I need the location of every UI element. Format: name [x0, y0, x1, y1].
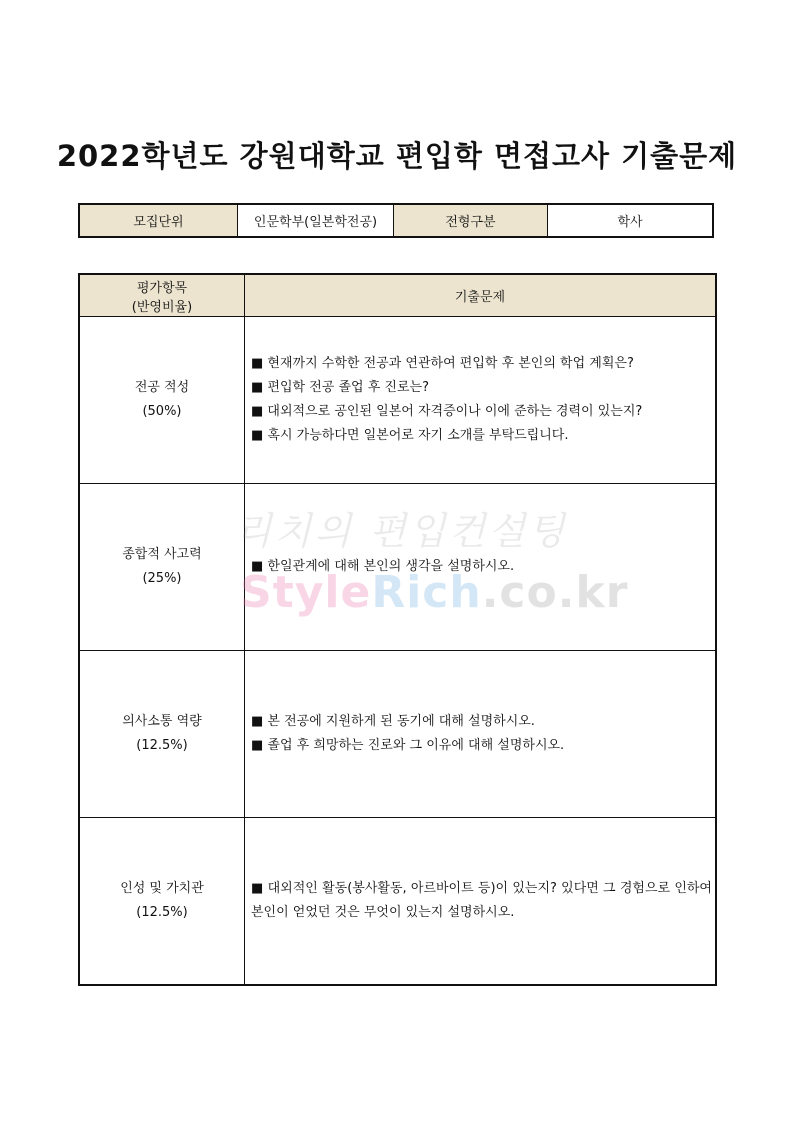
question-item: ■ 현재까지 수학한 전공과 연관하여 편입학 후 본인의 학업 계획은? — [251, 356, 634, 371]
unit-value: 인문학부(일본학전공) — [238, 204, 394, 237]
unit-label: 모집단위 — [79, 204, 238, 237]
type-label: 전형구분 — [394, 204, 548, 237]
watermark-url — [240, 567, 628, 618]
question-item: ■ 한일관계에 대해 본인의 생각을 설명하시오. — [251, 559, 515, 574]
category-weight: (25%) — [142, 571, 182, 586]
category-name: 전공 적성 — [134, 380, 190, 395]
category-weight: (12.5%) — [136, 905, 188, 920]
question-item: ■ 본 전공에 지원하게 된 동기에 대해 설명하시오. — [251, 714, 535, 729]
questions-cell — [245, 317, 717, 484]
category-cell — [79, 484, 245, 651]
type-value: 학사 — [548, 204, 714, 237]
category-name: 의사소통 역량 — [122, 714, 202, 729]
question-item: ■ 혹시 가능하다면 일본어로 자기 소개를 부탁드립니다. — [251, 428, 569, 443]
category-name: 인성 및 가치관 — [120, 881, 204, 896]
question-item: ■ 졸업 후 희망하는 진로와 그 이유에 대해 설명하시오. — [251, 738, 565, 753]
question-item: ■ 편입학 전공 졸업 후 진로는? — [251, 380, 429, 395]
watermark-url-part3: .co.kr — [481, 567, 629, 618]
category-cell — [79, 651, 245, 818]
table-row — [79, 651, 716, 818]
watermark-url-part1: Style — [240, 567, 372, 618]
table-header-row — [79, 274, 716, 317]
category-weight: (50%) — [142, 404, 182, 419]
question-item: ■ 대외적인 활동(봉사활동, 아르바이트 등)이 있는지? 있다면 그 경험으로 인하여 본인이 얻었던 것은 무엇이 있는지 설명하시오. — [251, 881, 712, 920]
header-category — [79, 274, 245, 317]
questions-table — [78, 273, 717, 986]
questions-cell — [245, 818, 717, 986]
table-row — [79, 818, 716, 986]
header-questions: 기출문제 — [245, 274, 717, 317]
header-category-line1: 평가항목 — [136, 280, 188, 296]
table-row — [79, 317, 716, 484]
category-cell — [79, 818, 245, 986]
category-name: 종합적 사고력 — [122, 547, 202, 562]
question-item: ■ 대외적으로 공인된 일본어 자격증이나 이에 준하는 경력이 있는지? — [251, 404, 643, 419]
watermark-korean: 리치의 편입컨설팅 — [235, 509, 568, 553]
watermark-url-part2: Rich — [371, 567, 482, 618]
category-weight: (12.5%) — [136, 738, 188, 753]
header-category-line2: (반영비율) — [131, 299, 193, 315]
info-table — [78, 203, 714, 238]
category-cell — [79, 317, 245, 484]
page-title: 2022학년도 강원대학교 편입학 면접고사 기출문제 — [56, 139, 738, 173]
questions-cell — [245, 651, 717, 818]
